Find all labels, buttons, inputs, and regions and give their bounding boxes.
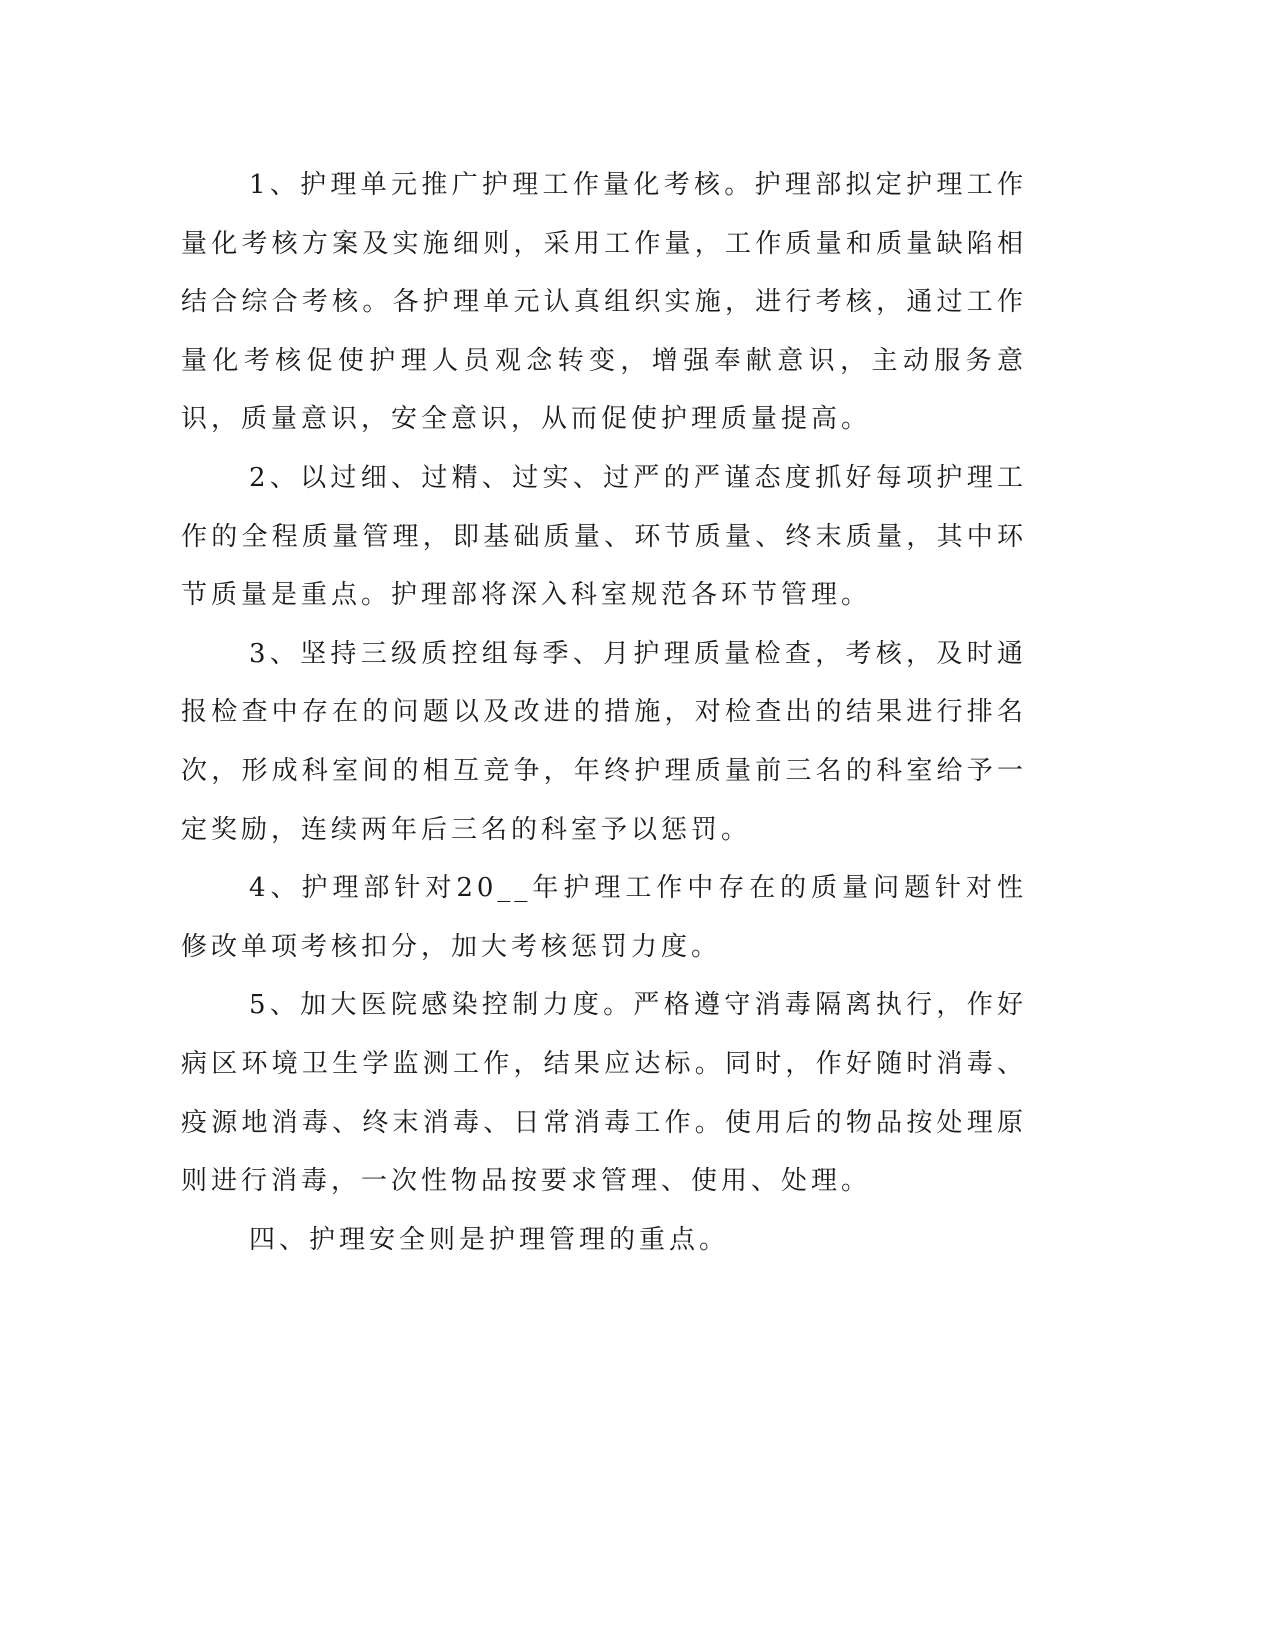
paragraph-5: 5、加大医院感染控制力度。严格遵守消毒隔离执行，作好病区环境卫生学监测工作，结果应达标。同时，作好随时消毒、疫源地消毒、终末消毒、日常消毒工作。使用后的物品按处理原则进行消毒，一次性物品按要求管理、使用、处理。	[181, 990, 1027, 1197]
paragraph-1: 1、护理单元推广护理工作量化考核。护理部拟定护理工作量化考核方案及实施细则，采用工作量，工作质量和质量缺陷相结合综合考核。各护理单元认真组织实施，进行考核，通过工作量化考核促使护理人员观念转变，增强奉献意识，主动服务意识，质量意识，安全意识，从而促使护理质量提高。	[181, 170, 1027, 435]
paragraph-3: 3、坚持三级质控组每季、月护理质量检查，考核，及时通报检查中存在的问题以及改进的措施，对检查出的结果进行排名次，形成科室间的相互竞争，年终护理质量前三名的科室给予一定奖励，连续两年后三名的科室予以惩罚。	[181, 638, 1027, 845]
section-heading-4: 四、护理安全则是护理管理的重点。	[249, 1224, 730, 1255]
paragraph-4: 4、护理部针对20__年护理工作中存在的质量问题针对性修改单项考核扣分，加大考核惩罚力度。	[181, 873, 1027, 962]
paragraph-2: 2、以过细、过精、过实、过严的严谨态度抓好每项护理工作的全程质量管理，即基础质量、环节质量、终末质量，其中环节质量是重点。护理部将深入科室规范各环节管理。	[181, 462, 1027, 611]
document-body	[181, 156, 1027, 1269]
